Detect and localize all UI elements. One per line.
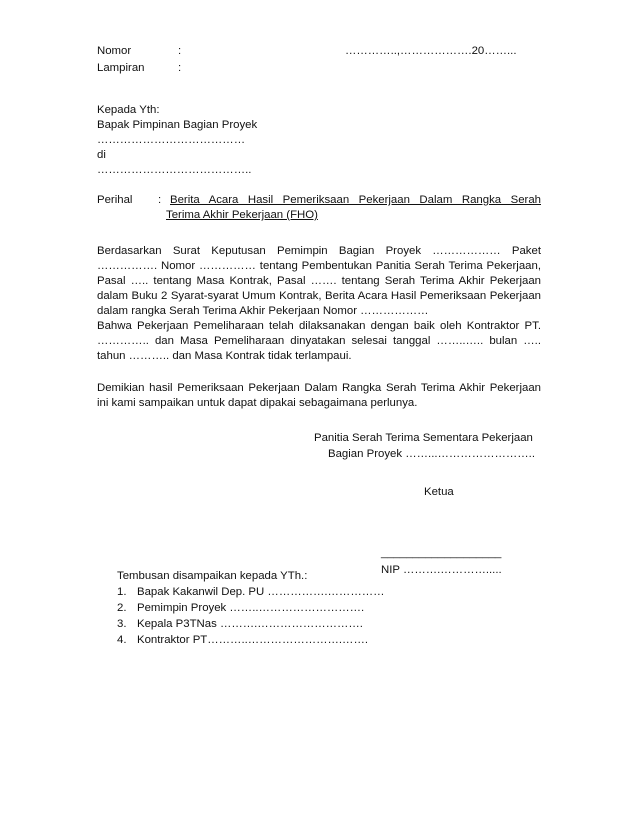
signature-line: ___________________: [381, 547, 502, 559]
list-item: 4. Kontraktor PT………..…………………….…….: [117, 634, 369, 646]
perihal-colon: :: [158, 194, 162, 206]
perihal-line-2: Terima Akhir Pekerjaan (FHO): [166, 209, 318, 221]
perihal-label: Perihal: [97, 194, 133, 206]
paragraph-2: Bahwa Pekerjaan Pemeliharaan telah dilaksanakan dengan baik oleh Kontraktor PT. ………….. dan Masa Pemeliharaan dinyatakan selesai tanggal ……..….. bulan ….. tahun ……….. dan Masa Kontrak tidak terlampaui.: [97, 320, 541, 362]
recipient-blank-line: …………………………………: [97, 134, 246, 146]
kepada-yth: Kepada Yth:: [97, 104, 160, 116]
tembusan-list: [117, 585, 385, 649]
signature-committee: Panitia Serah Terima Sementara Pekerjaan: [314, 432, 533, 444]
list-item: 2. Pemimpin Proyek ……..……………………….: [117, 602, 365, 614]
date-line: …………..,……………….20……...: [345, 45, 517, 57]
list-item: 1. Bapak Kakanwil Dep. PU …………….……………: [117, 586, 385, 598]
perihal-line-1: Berita Acara Hasil Pemeriksaan Pekerjaan Dalam Rangka Serah: [170, 194, 541, 206]
nomor-colon: :: [178, 45, 182, 57]
recipient-location-line: …………………………………..: [97, 164, 252, 176]
list-item: 3. Kepala P3TNas ……….……………………….: [117, 618, 363, 630]
recipient-di: di: [97, 149, 106, 161]
signature-role: Ketua: [424, 486, 454, 498]
paragraph-1: Berdasarkan Surat Keputusan Pemimpin Bagian Proyek ……………… Paket ……………. Nomor …………… tentang Pembentukan Panitia Serah Terima Pekerjaan, Pasal ….. tentang Masa Kontrak, Pasal ……. tentang Serah Terima Akhir Pekerjaan dalam Buku 2 Syarat-syarat Umum Kontrak, Berita Acara Hasil Pemeriksaan Pekerjaan dalam rangka Serah Terima Akhir Pekerjaan Nomor ………………: [97, 245, 541, 317]
lampiran-label: Lampiran: [97, 62, 145, 74]
signature-nip: NIP ……….………….....: [381, 564, 502, 576]
paragraph-3: Demikian hasil Pemeriksaan Pekerjaan Dalam Rangka Serah Terima Akhir Pekerjaan ini kami sampaikan untuk dapat dipakai sebagaimana perlunya.: [97, 382, 541, 409]
signature-bagian-proyek: Bagian Proyek ……...……………………..: [328, 448, 535, 460]
lampiran-colon: :: [178, 62, 182, 74]
tembusan-title: Tembusan disampaikan kepada YTh.:: [117, 570, 308, 582]
paragraph-dasar: [97, 244, 541, 364]
nomor-label: Nomor: [97, 45, 132, 57]
paragraph-penutup: [97, 381, 541, 411]
recipient-name: Bapak Pimpinan Bagian Proyek: [97, 119, 258, 131]
